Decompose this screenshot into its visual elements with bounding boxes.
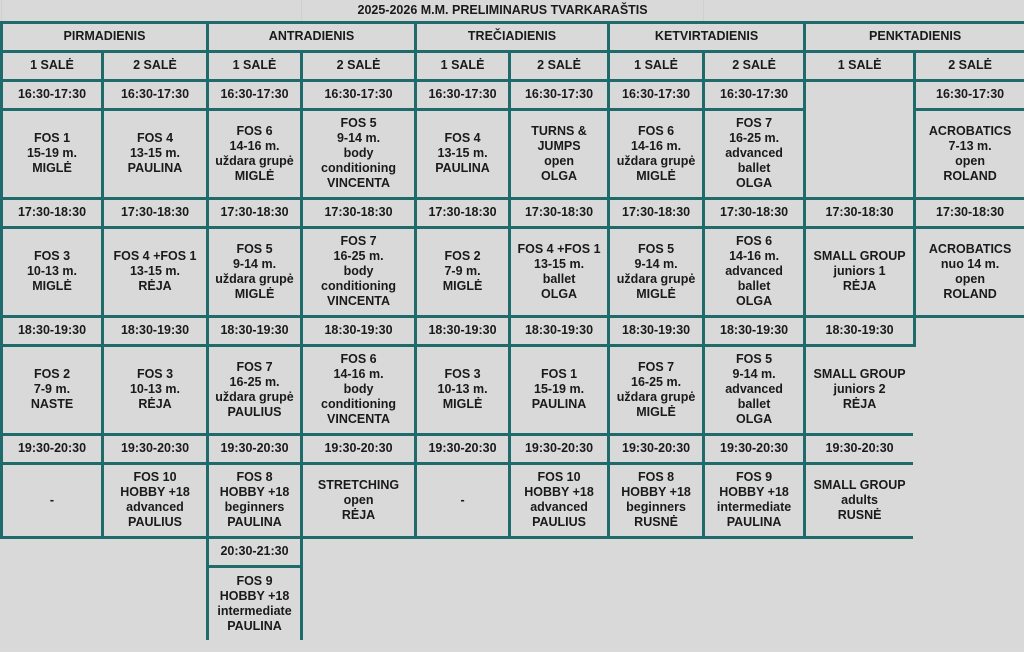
class-cell: FOS 2 7-9 m. NASTE [2,345,103,434]
class-cell: FOS 10 HOBBY +18 advanced PAULIUS [103,463,208,537]
time-cell: 16:30-17:30 [609,80,704,109]
time-cell: 18:30-19:30 [609,316,704,345]
time-cell: 19:30-20:30 [208,434,302,463]
class-cell: FOS 4 +FOS 1 13-15 m. RĖJA [103,227,208,316]
hall-header: 1 SALĖ [208,51,302,80]
day-header-monday: PIRMADIENIS [2,22,208,51]
class-cell: FOS 7 16-25 m. uždara grupė MIGLĖ [609,345,704,434]
time-cell: 16:30-17:30 [103,80,208,109]
time-cell: 17:30-18:30 [103,198,208,227]
time-cell: 20:30-21:30 [208,537,302,566]
time-cell: 17:30-18:30 [416,198,510,227]
class-cell: FOS 7 16-25 m. advanced ballet OLGA [704,109,805,198]
time-cell: 19:30-20:30 [416,434,510,463]
empty-cell [805,80,915,198]
class-cell: FOS 5 9-14 m. body conditioning VINCENTA [302,109,416,198]
time-cell: 16:30-17:30 [510,80,609,109]
schedule-title: 2025-2026 M.M. PRELIMINARUS TVARKARAŠTIS [302,0,704,22]
time-cell: 19:30-20:30 [805,434,915,463]
class-cell: FOS 6 14-16 m. body conditioning VINCENTA [302,345,416,434]
time-cell: 19:30-20:30 [704,434,805,463]
time-cell: 17:30-18:30 [510,198,609,227]
class-cell: FOS 3 10-13 m. MIGLĖ [2,227,103,316]
time-cell: 17:30-18:30 [302,198,416,227]
class-cell: ACROBATICS nuo 14 m. open ROLAND [915,227,1024,316]
time-cell: 18:30-19:30 [510,316,609,345]
class-cell: SMALL GROUP juniors 2 RĖJA [805,345,915,434]
class-cell: FOS 7 16-25 m. body conditioning VINCENTA [302,227,416,316]
time-cell: 17:30-18:30 [609,198,704,227]
time-cell: 17:30-18:30 [915,198,1024,227]
day-header-thursday: KETVIRTADIENIS [609,22,805,51]
time-cell: 19:30-20:30 [2,434,103,463]
class-cell: FOS 4 13-15 m. PAULINA [103,109,208,198]
title-spacer-right [704,0,1024,22]
time-cell: 18:30-19:30 [2,316,103,345]
empty-cell [2,537,208,640]
class-cell: - [416,463,510,537]
class-cell: FOS 5 9-14 m. advanced ballet OLGA [704,345,805,434]
time-cell: 18:30-19:30 [208,316,302,345]
empty-cell [302,537,1024,640]
time-cell: 18:30-19:30 [103,316,208,345]
hall-header: 2 SALĖ [510,51,609,80]
hall-header: 2 SALĖ [915,51,1024,80]
class-cell: STRETCHING open RĖJA [302,463,416,537]
day-header-friday: PENKTADIENIS [805,22,1024,51]
class-cell: FOS 3 10-13 m. MIGLĖ [416,345,510,434]
class-cell: FOS 9 HOBBY +18 intermediate PAULINA [208,566,302,640]
hall-header: 1 SALĖ [2,51,103,80]
time-cell: 19:30-20:30 [609,434,704,463]
time-cell: 18:30-19:30 [416,316,510,345]
empty-cell [915,316,1024,537]
time-cell: 17:30-18:30 [2,198,103,227]
time-cell: 19:30-20:30 [510,434,609,463]
class-cell: FOS 8 HOBBY +18 beginners RUSNĖ [609,463,704,537]
time-cell: 17:30-18:30 [704,198,805,227]
class-cell: - [2,463,103,537]
title-spacer-left [2,0,302,22]
time-cell: 18:30-19:30 [302,316,416,345]
class-cell: FOS 4 13-15 m. PAULINA [416,109,510,198]
class-cell: FOS 6 14-16 m. uždara grupė MIGLĖ [208,109,302,198]
hall-header: 2 SALĖ [302,51,416,80]
class-cell: FOS 4 +FOS 1 13-15 m. ballet OLGA [510,227,609,316]
class-cell: FOS 9 HOBBY +18 intermediate PAULINA [704,463,805,537]
hall-header: 2 SALĖ [704,51,805,80]
time-cell: 18:30-19:30 [704,316,805,345]
class-cell: FOS 2 7-9 m. MIGLĖ [416,227,510,316]
class-cell: FOS 6 14-16 m. uždara grupė MIGLĖ [609,109,704,198]
class-cell: SMALL GROUP adults RUSNĖ [805,463,915,537]
hall-header: 1 SALĖ [416,51,510,80]
hall-header: 1 SALĖ [805,51,915,80]
time-cell: 19:30-20:30 [302,434,416,463]
day-header-tuesday: ANTRADIENIS [208,22,416,51]
class-cell: FOS 7 16-25 m. uždara grupė PAULIUS [208,345,302,434]
class-cell: FOS 10 HOBBY +18 advanced PAULIUS [510,463,609,537]
class-cell: FOS 3 10-13 m. RĖJA [103,345,208,434]
class-cell: FOS 8 HOBBY +18 beginners PAULINA [208,463,302,537]
time-cell: 16:30-17:30 [208,80,302,109]
time-cell: 16:30-17:30 [416,80,510,109]
hall-header: 1 SALĖ [609,51,704,80]
class-cell: FOS 5 9-14 m. uždara grupė MIGLĖ [208,227,302,316]
day-header-wednesday: TREČIADIENIS [416,22,609,51]
hall-header: 2 SALĖ [103,51,208,80]
class-cell: SMALL GROUP juniors 1 RĖJA [805,227,915,316]
class-cell: FOS 6 14-16 m. advanced ballet OLGA [704,227,805,316]
time-cell: 19:30-20:30 [103,434,208,463]
time-cell: 18:30-19:30 [805,316,915,345]
time-cell: 16:30-17:30 [704,80,805,109]
time-cell: 16:30-17:30 [2,80,103,109]
class-cell: FOS 1 15-19 m. MIGLĖ [2,109,103,198]
time-cell: 17:30-18:30 [208,198,302,227]
class-cell: TURNS & JUMPS open OLGA [510,109,609,198]
time-cell: 16:30-17:30 [915,80,1024,109]
time-cell: 17:30-18:30 [805,198,915,227]
time-cell: 16:30-17:30 [302,80,416,109]
class-cell: FOS 5 9-14 m. uždara grupė MIGLĖ [609,227,704,316]
class-cell: FOS 1 15-19 m. PAULINA [510,345,609,434]
class-cell: ACROBATICS 7-13 m. open ROLAND [915,109,1024,198]
